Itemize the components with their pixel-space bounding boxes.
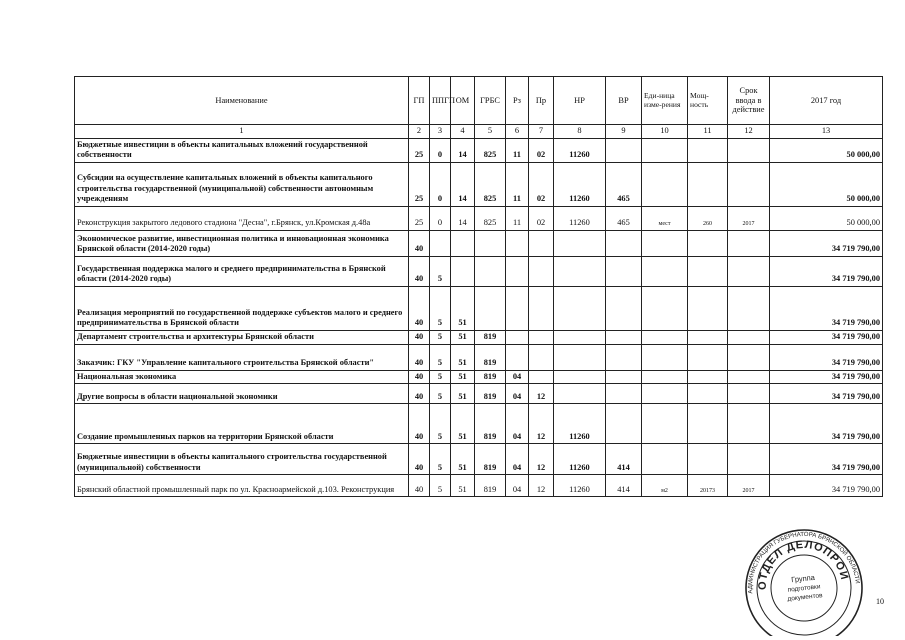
row-amount-cell: 50 000,00 (770, 162, 883, 206)
row-code-cell: 51 (451, 404, 475, 444)
row-code-cell: 25 (409, 206, 430, 230)
table-header-row (75, 77, 883, 125)
row-code-cell: 5 (430, 444, 451, 475)
column-number: 5 (475, 125, 506, 139)
row-code-cell (506, 286, 529, 330)
row-code-cell (688, 384, 728, 404)
row-amount-cell: 34 719 790,00 (770, 475, 883, 497)
row-code-cell: 11260 (554, 404, 606, 444)
row-code-cell (688, 344, 728, 370)
row-code-cell (606, 370, 642, 384)
row-code-cell (554, 330, 606, 344)
row-code-cell: 11260 (554, 475, 606, 497)
row-name-cell: Другие вопросы в области национальной экономики (75, 384, 409, 404)
row-code-cell (688, 256, 728, 286)
table-row (75, 206, 883, 230)
row-code-cell: 819 (475, 344, 506, 370)
row-code-cell: 5 (430, 256, 451, 286)
row-code-cell: мест (642, 206, 688, 230)
row-code-cell: 11260 (554, 444, 606, 475)
row-code-cell (529, 370, 554, 384)
row-code-cell (688, 138, 728, 162)
column-number: 4 (451, 125, 475, 139)
header-cell: 2017 год (770, 77, 883, 125)
row-code-cell (554, 384, 606, 404)
row-code-cell (606, 344, 642, 370)
table-row (75, 256, 883, 286)
table-row (75, 162, 883, 206)
row-code-cell (606, 286, 642, 330)
row-code-cell (606, 404, 642, 444)
row-amount-cell: 50 000,00 (770, 206, 883, 230)
row-code-cell: 25 (409, 162, 430, 206)
row-code-cell (728, 286, 770, 330)
column-number: 13 (770, 125, 883, 139)
row-code-cell: 04 (506, 404, 529, 444)
row-code-cell: 414 (606, 444, 642, 475)
row-code-cell: 51 (451, 444, 475, 475)
row-code-cell (606, 256, 642, 286)
row-code-cell: 825 (475, 138, 506, 162)
row-code-cell (642, 162, 688, 206)
row-name-cell: Реконструкция закрытого ледового стадиона "Десна", г.Брянск, ул.Кромская д.48а (75, 206, 409, 230)
row-code-cell: 260 (688, 206, 728, 230)
row-name-cell: Заказчик: ГКУ "Управление капитального строительства Брянской области" (75, 344, 409, 370)
row-code-cell: 11 (506, 138, 529, 162)
row-name-cell: Субсидии на осуществление капитальных вложений в объекты капитального строительства государственной (муниципальной) собственности автономным учреждениям (75, 162, 409, 206)
row-amount-cell: 34 719 790,00 (770, 344, 883, 370)
row-code-cell (506, 230, 529, 256)
row-code-cell: 14 (451, 162, 475, 206)
row-code-cell: 25 (409, 138, 430, 162)
row-code-cell (475, 256, 506, 286)
row-code-cell (642, 256, 688, 286)
row-code-cell: 11260 (554, 206, 606, 230)
row-amount-cell: 34 719 790,00 (770, 330, 883, 344)
row-code-cell (642, 330, 688, 344)
budget-table (74, 76, 883, 497)
row-code-cell: 819 (475, 475, 506, 497)
row-code-cell (529, 330, 554, 344)
row-code-cell (688, 330, 728, 344)
column-number: 7 (529, 125, 554, 139)
row-code-cell: 2017 (728, 206, 770, 230)
row-code-cell: 14 (451, 138, 475, 162)
row-code-cell: 02 (529, 206, 554, 230)
row-code-cell: 0 (430, 162, 451, 206)
row-code-cell (430, 230, 451, 256)
row-code-cell (728, 344, 770, 370)
column-number: 11 (688, 125, 728, 139)
row-name-cell: Экономическое развитие, инвестиционная политика и инновационная экономика Брянской области (2014-2020 годы) (75, 230, 409, 256)
row-code-cell (451, 230, 475, 256)
row-code-cell: 5 (430, 330, 451, 344)
row-code-cell (688, 162, 728, 206)
row-code-cell (554, 344, 606, 370)
row-code-cell: 5 (430, 475, 451, 497)
row-code-cell: 0 (430, 138, 451, 162)
row-name-cell: Государственная поддержка малого и среднего предпринимательства в Брянской области (2014-2020 годы) (75, 256, 409, 286)
row-code-cell: 02 (529, 162, 554, 206)
row-code-cell: 04 (506, 444, 529, 475)
row-amount-cell: 34 719 790,00 (770, 370, 883, 384)
row-code-cell: 40 (409, 256, 430, 286)
row-code-cell (688, 404, 728, 444)
row-code-cell: 40 (409, 475, 430, 497)
row-code-cell: 51 (451, 344, 475, 370)
row-code-cell: 5 (430, 404, 451, 444)
stamp-outer-text: АДМИНИСТРАЦИЯ ГУБЕРНАТОРА БРЯНСКОЙ ОБЛАСТИ (747, 531, 860, 594)
row-amount-cell: 34 719 790,00 (770, 444, 883, 475)
row-code-cell (688, 370, 728, 384)
row-code-cell (606, 230, 642, 256)
row-code-cell (642, 344, 688, 370)
header-cell: ВР (606, 77, 642, 125)
row-code-cell (642, 286, 688, 330)
row-code-cell: 12 (529, 404, 554, 444)
row-code-cell (642, 230, 688, 256)
table-row (75, 475, 883, 497)
row-code-cell: м2 (642, 475, 688, 497)
row-code-cell (506, 256, 529, 286)
column-number: 8 (554, 125, 606, 139)
column-number-row (75, 125, 883, 139)
row-code-cell (688, 444, 728, 475)
stamp-center-line: Группа (790, 572, 816, 585)
table-row (75, 330, 883, 344)
table-row (75, 384, 883, 404)
row-code-cell (529, 230, 554, 256)
stamp-center-line: документов (787, 592, 823, 603)
row-code-cell: 414 (606, 475, 642, 497)
row-code-cell (529, 344, 554, 370)
row-code-cell: 20173 (688, 475, 728, 497)
row-code-cell: 51 (451, 286, 475, 330)
row-code-cell: 14 (451, 206, 475, 230)
row-name-cell: Департамент строительства и архитектуры Брянской области (75, 330, 409, 344)
row-code-cell: 2017 (728, 475, 770, 497)
row-code-cell: 40 (409, 344, 430, 370)
header-cell: Рз (506, 77, 529, 125)
row-code-cell: 465 (606, 206, 642, 230)
row-code-cell (554, 230, 606, 256)
row-code-cell (728, 162, 770, 206)
row-code-cell (728, 370, 770, 384)
row-code-cell: 51 (451, 384, 475, 404)
row-code-cell: 04 (506, 370, 529, 384)
row-code-cell (451, 256, 475, 286)
row-code-cell (529, 286, 554, 330)
row-code-cell: 51 (451, 475, 475, 497)
row-code-cell: 825 (475, 206, 506, 230)
row-name-cell: Реализация мероприятий по государственной поддержке субъектов малого и среднего предпринимательства в Брянской области (75, 286, 409, 330)
header-cell: Наименование (75, 77, 409, 125)
row-code-cell (728, 384, 770, 404)
row-code-cell: 11 (506, 162, 529, 206)
row-amount-cell: 34 719 790,00 (770, 286, 883, 330)
row-code-cell: 5 (430, 370, 451, 384)
row-amount-cell: 34 719 790,00 (770, 230, 883, 256)
stamp-inner-text: ОТДЕЛ ДЕЛОПРОИЗВОДСТВА (756, 538, 851, 591)
row-code-cell: 0 (430, 206, 451, 230)
row-amount-cell: 34 719 790,00 (770, 384, 883, 404)
row-code-cell (688, 286, 728, 330)
row-code-cell: 11260 (554, 162, 606, 206)
row-code-cell: 5 (430, 286, 451, 330)
row-name-cell: Национальная экономика (75, 370, 409, 384)
table-row (75, 344, 883, 370)
department-stamp (742, 528, 866, 636)
row-code-cell: 40 (409, 286, 430, 330)
row-code-cell (506, 330, 529, 344)
row-code-cell: 12 (529, 444, 554, 475)
table-row (75, 444, 883, 475)
row-amount-cell: 34 719 790,00 (770, 256, 883, 286)
row-code-cell: 12 (529, 384, 554, 404)
row-code-cell: 819 (475, 330, 506, 344)
row-code-cell: 40 (409, 444, 430, 475)
column-number: 2 (409, 125, 430, 139)
table-row (75, 286, 883, 330)
row-code-cell: 11260 (554, 138, 606, 162)
row-name-cell: Создание промышленных парков на территории Брянской области (75, 404, 409, 444)
header-cell: Мощ-ность (688, 77, 728, 125)
row-code-cell (728, 404, 770, 444)
column-number: 12 (728, 125, 770, 139)
row-code-cell: 51 (451, 330, 475, 344)
row-code-cell: 40 (409, 330, 430, 344)
page-number: 10 (876, 597, 884, 606)
header-cell: Пр (529, 77, 554, 125)
row-name-cell: Брянский областной промышленный парк по ул. Красноармейской д.103. Реконструкция (75, 475, 409, 497)
row-code-cell: 11 (506, 206, 529, 230)
row-code-cell: 02 (529, 138, 554, 162)
row-code-cell: 5 (430, 384, 451, 404)
row-code-cell (728, 256, 770, 286)
row-code-cell (728, 230, 770, 256)
stamp-center-line: подготовки (787, 583, 821, 594)
row-name-cell: Бюджетные инвестиции в объекты капитального строительства государственной (муниципальной) собственности (75, 444, 409, 475)
row-code-cell (728, 444, 770, 475)
row-code-cell: 40 (409, 384, 430, 404)
row-code-cell (642, 384, 688, 404)
row-code-cell (606, 330, 642, 344)
row-code-cell (728, 138, 770, 162)
row-code-cell: 04 (506, 384, 529, 404)
row-code-cell: 40 (409, 404, 430, 444)
row-code-cell (642, 370, 688, 384)
row-code-cell (554, 256, 606, 286)
table-row (75, 404, 883, 444)
row-code-cell (642, 444, 688, 475)
row-code-cell (554, 370, 606, 384)
row-code-cell: 825 (475, 162, 506, 206)
header-cell: ОМ (451, 77, 475, 125)
table-row (75, 230, 883, 256)
header-cell: ГП (409, 77, 430, 125)
column-number: 10 (642, 125, 688, 139)
header-cell: НР (554, 77, 606, 125)
header-cell: ППГП (430, 77, 451, 125)
row-code-cell: 40 (409, 230, 430, 256)
row-code-cell: 40 (409, 370, 430, 384)
row-amount-cell: 50 000,00 (770, 138, 883, 162)
row-code-cell: 819 (475, 444, 506, 475)
column-number: 1 (75, 125, 409, 139)
row-code-cell (688, 230, 728, 256)
row-code-cell (475, 230, 506, 256)
header-cell: Срок ввода в действие (728, 77, 770, 125)
table-row (75, 370, 883, 384)
row-code-cell (642, 404, 688, 444)
column-number: 9 (606, 125, 642, 139)
row-code-cell (554, 286, 606, 330)
row-code-cell: 819 (475, 370, 506, 384)
row-code-cell: 819 (475, 384, 506, 404)
row-amount-cell: 34 719 790,00 (770, 404, 883, 444)
column-number: 3 (430, 125, 451, 139)
row-code-cell: 819 (475, 404, 506, 444)
table-row (75, 138, 883, 162)
header-cell: Еди-ница изме-рения (642, 77, 688, 125)
header-cell: ГРБС (475, 77, 506, 125)
row-code-cell (475, 286, 506, 330)
row-code-cell (642, 138, 688, 162)
row-code-cell: 51 (451, 370, 475, 384)
row-code-cell: 04 (506, 475, 529, 497)
row-code-cell (606, 138, 642, 162)
row-code-cell (529, 256, 554, 286)
row-code-cell: 5 (430, 344, 451, 370)
row-code-cell (606, 384, 642, 404)
column-number: 6 (506, 125, 529, 139)
row-code-cell: 465 (606, 162, 642, 206)
row-code-cell (728, 330, 770, 344)
row-code-cell: 12 (529, 475, 554, 497)
row-code-cell (506, 344, 529, 370)
row-name-cell: Бюджетные инвестиции в объекты капитальных вложений государственной собственности (75, 138, 409, 162)
